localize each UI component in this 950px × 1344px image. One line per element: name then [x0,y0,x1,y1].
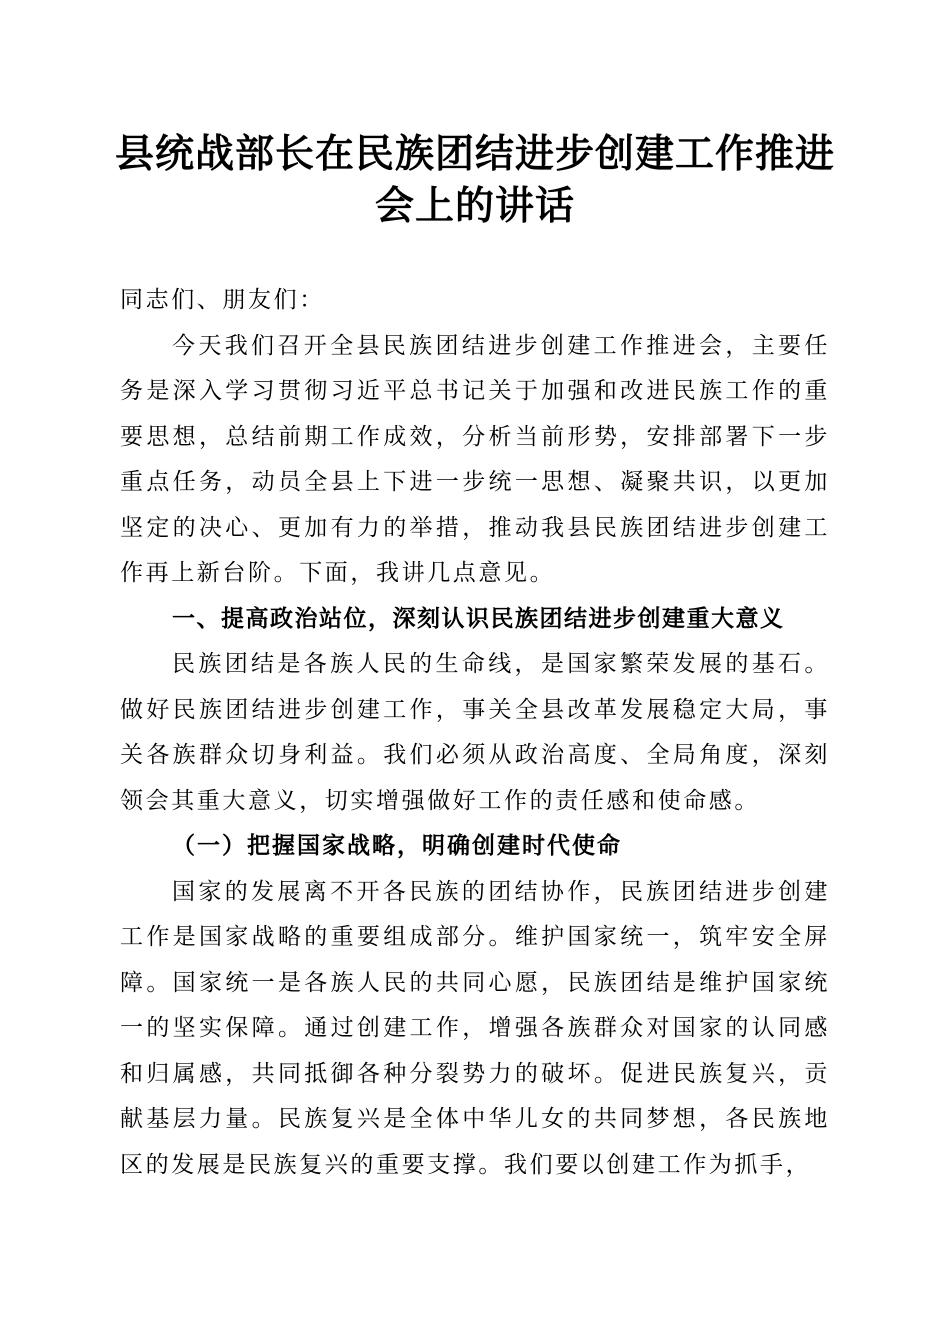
paragraph-subsection-1: 国家的发展离不开各民族的团结协作，民族团结进步创建工作是国家战略的重要组成部分。维护国家统一，筑牢安全屏障。国家统一是各族人民的共同心愿，民族团结是维护国家统一的坚实保障。通过创建工作，增强各族群众对国家的认同感和归属感，共同抵御各种分裂势力的破坏。促进民族复兴，贡献基层力量。民族复兴是全体中华儿女的共同梦想，各民族地区的发展是民族复兴的重要支撑。我们要以创建工作为抓手， [120,878,830,1178]
greeting: 同志们、朋友们： [120,287,325,313]
subsection-heading-1: （一）把握国家战略，明确创建时代使命 [172,833,622,859]
section-heading-1: 一、提高政治站位，深刻认识民族团结进步创建重大意义 [172,605,785,632]
document-title: 县统战部长在民族团结进步创建工作推进会上的讲话 [114,131,835,229]
paragraph-section-1: 民族团结是各族人民的生命线，是国家繁荣发展的基石。做好民族团结进步创建工作，事关全县改革发展稳定大局，事关各族群众切身利益。我们必须从政治高度、全局角度，深刻领会其重大意义，切实增强做好工作的责任感和使命感。 [120,651,830,814]
paragraph-intro: 今天我们召开全县民族团结进步创建工作推进会，主要任务是深入学习贯彻习近平总书记关于加强和改进民族工作的重要思想，总结前期工作成效，分析当前形势，安排部署下一步重点任务，动员全县上下进一步统一思想、凝聚共识，以更加坚定的决心、更加有力的举措，推动我县民族团结进步创建工作再上新台阶。下面，我讲几点意见。 [120,332,830,586]
document-body [120,278,830,1188]
